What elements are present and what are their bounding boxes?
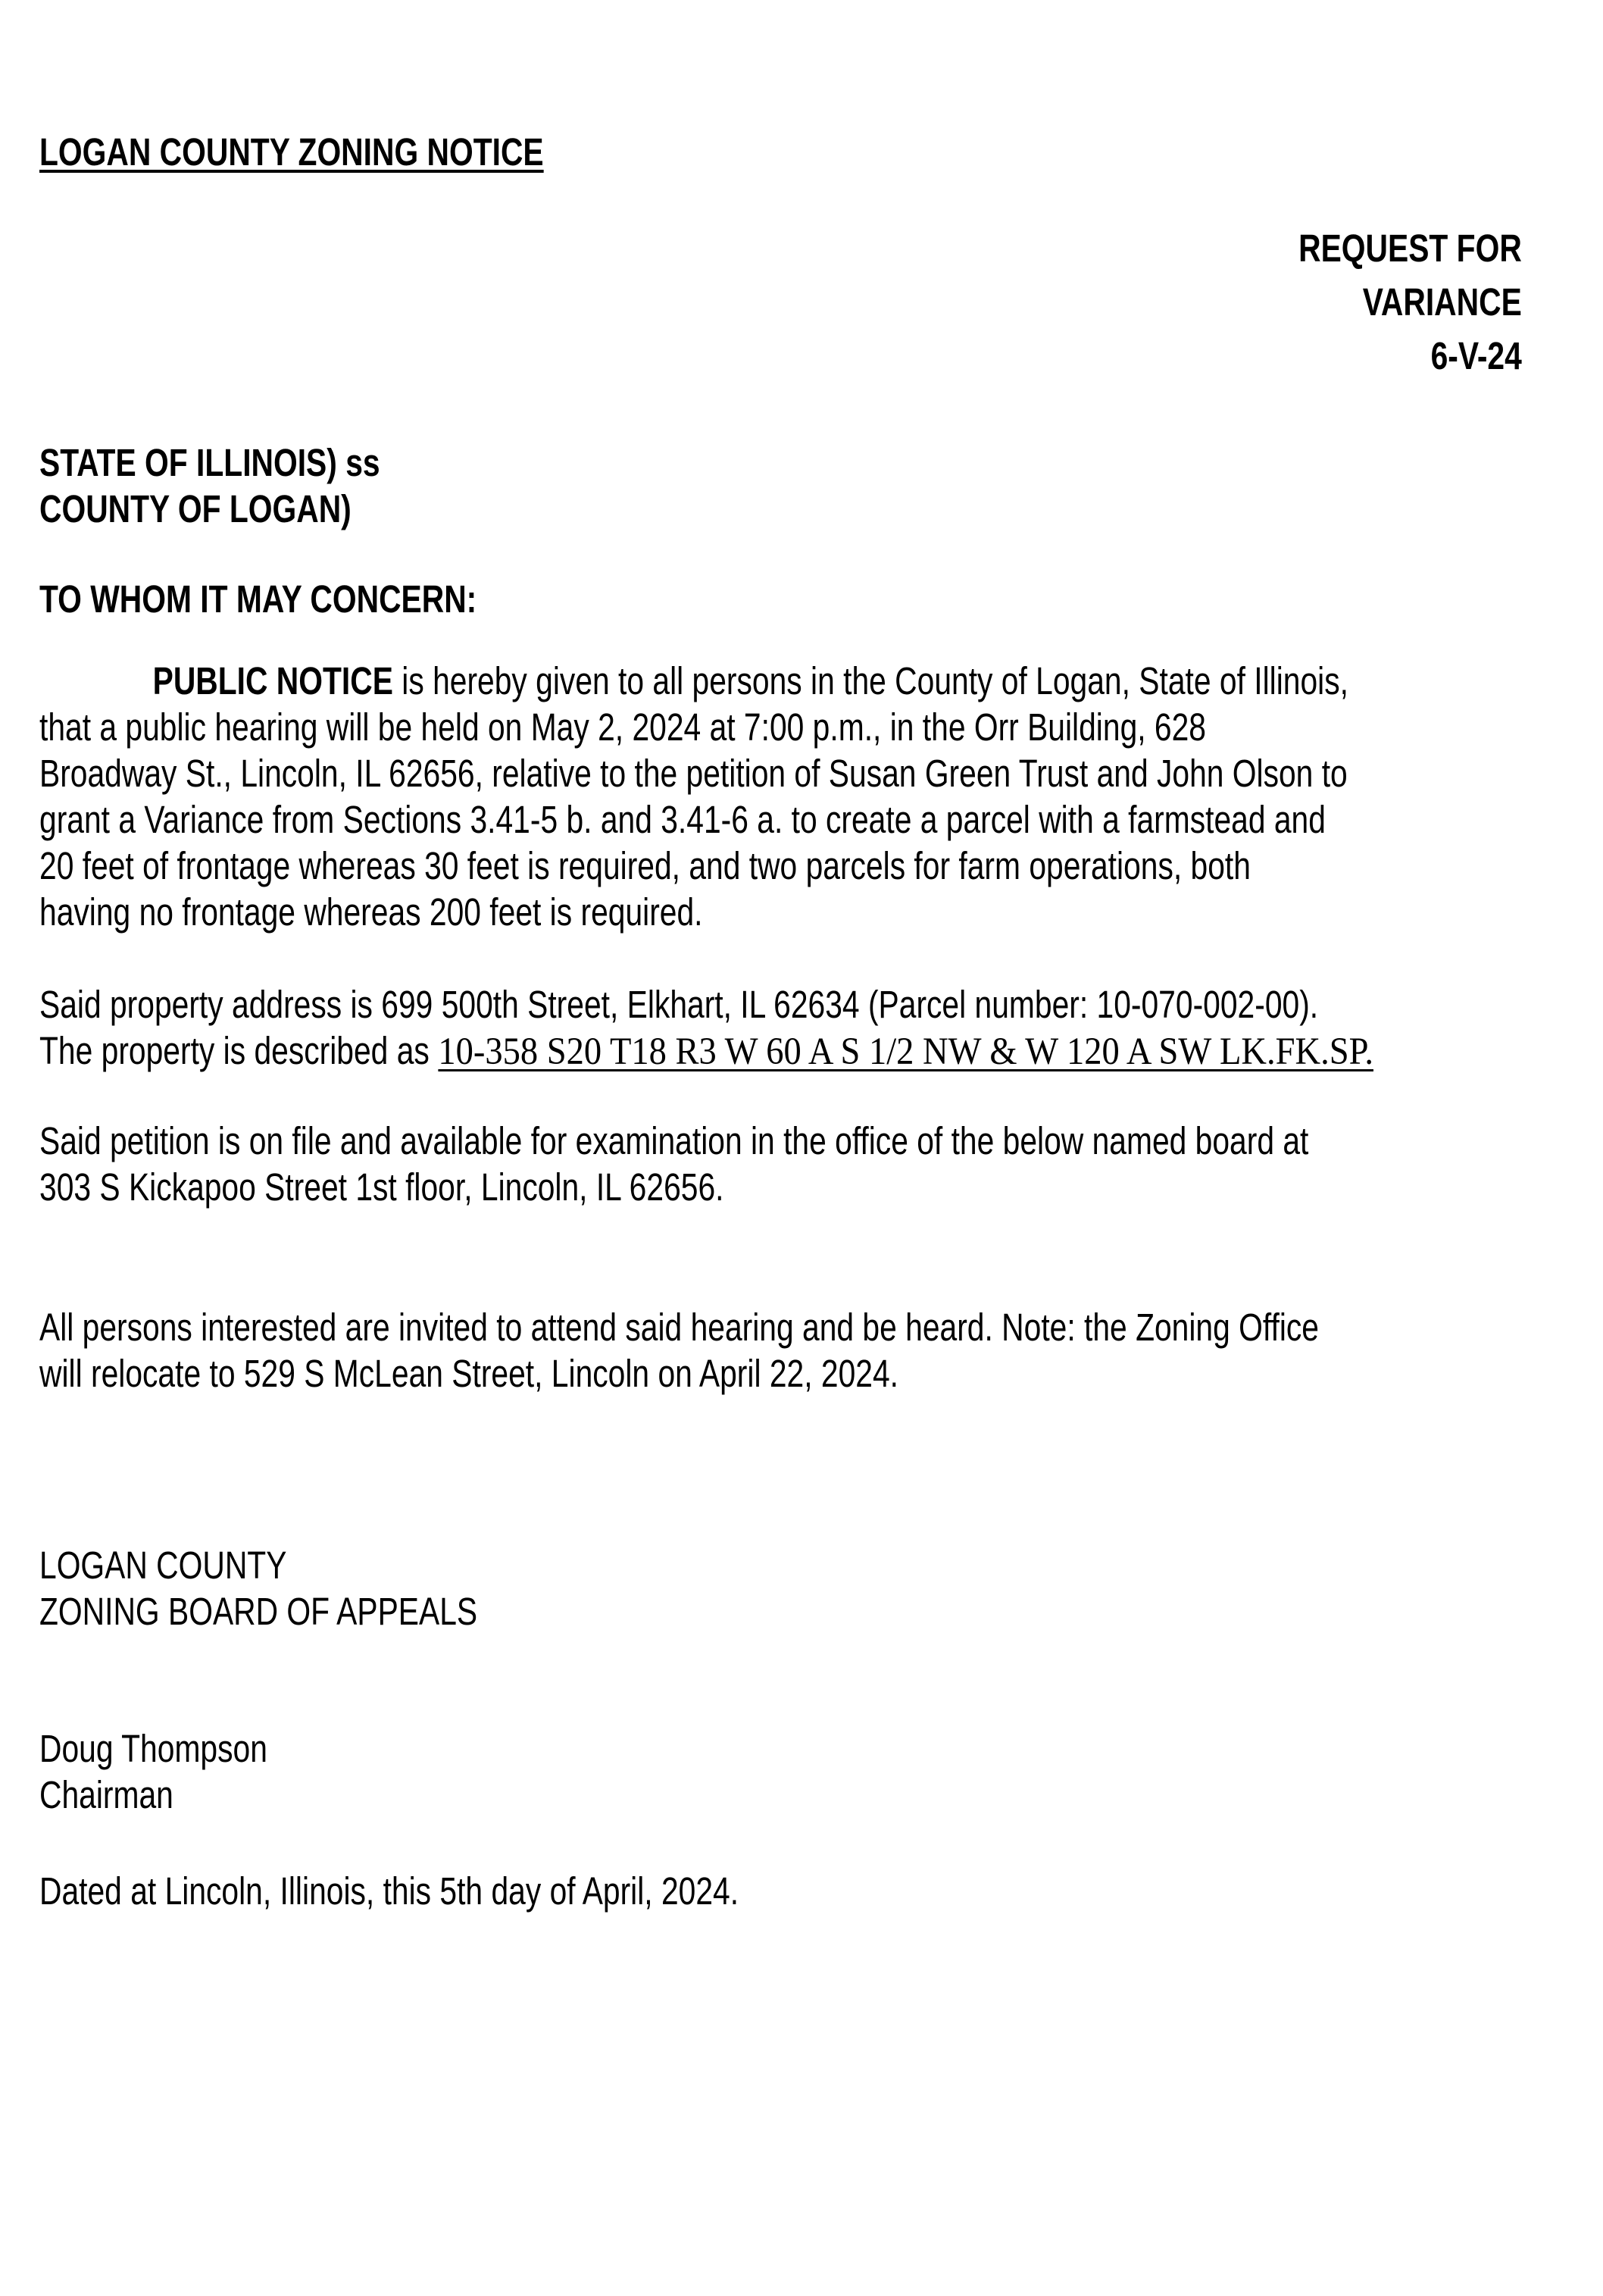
text-line: 20 feet of frontage whereas 30 feet is required, and two parcels for farm operations, both [39,844,1251,887]
signatory-block [39,1725,267,1818]
text-line: All persons interested are invited to attend said hearing and be heard. Note: the Zoning Office [39,1306,1319,1349]
text-line: 303 S Kickapoo Street 1st floor, Lincoln, IL 62656. [39,1165,724,1209]
text-line: Broadway St., Lincoln, IL 62656, relative to the petition of Susan Green Trust and John Olson to [39,752,1348,795]
case-number: 6-V-24 [1430,334,1522,377]
board-name-line: ZONING BOARD OF APPEALS [39,1590,478,1633]
text-line: that a public hearing will be held on May 2, 2024 at 7:00 p.m., in the Orr Building, 628 [39,705,1207,749]
county-line: COUNTY OF LOGAN) [39,487,352,530]
board-block [39,1542,477,1634]
page-title-text: LOGAN COUNTY ZONING NOTICE [39,130,544,174]
jurisdiction-block [39,439,380,532]
property-paragraph [39,981,1373,1075]
dated-line: Dated at Lincoln, Illinois, this 5th day of April, 2024. [39,1869,739,1913]
text-line [39,1028,1373,1075]
text-run: The property is described as [39,1029,439,1072]
page-title [39,129,544,175]
text-run: is hereby given to all persons in the County of Logan, State of Illinois, [392,659,1348,702]
petition-paragraph [39,1118,1308,1210]
request-header [1298,221,1522,383]
board-name-line: LOGAN COUNTY [39,1544,287,1587]
notice-paragraph [39,658,1348,935]
text-line: Said property address is 699 500th Street, Elkhart, IL 62634 (Parcel number: 10-070-002-00). [39,983,1319,1026]
request-header-line: VARIANCE [1362,280,1522,324]
state-line: STATE OF ILLINOIS) ss [39,441,380,484]
text-line: Said petition is on file and available for examination in the office of the below named board at [39,1119,1309,1162]
text-line: will relocate to 529 S McLean Street, Lincoln on April 22, 2024. [39,1352,899,1395]
attendance-paragraph [39,1304,1319,1397]
public-notice-lead: PUBLIC NOTICE [152,659,393,702]
request-header-line: REQUEST FOR [1298,227,1522,270]
signatory-title: Chairman [39,1773,173,1816]
text-line: grant a Variance from Sections 3.41-5 b. and 3.41-6 a. to create a parcel with a farmstead and [39,798,1326,841]
text-line: having no frontage whereas 200 feet is required. [39,890,703,934]
text-line [39,658,1348,704]
signatory-name: Doug Thompson [39,1727,267,1770]
legal-description: 10-358 S20 T18 R3 W 60 A S 1/2 NW & W 120 A SW LK.FK.SP. [438,1031,1373,1073]
salutation: TO WHOM IT MAY CONCERN: [39,577,477,621]
